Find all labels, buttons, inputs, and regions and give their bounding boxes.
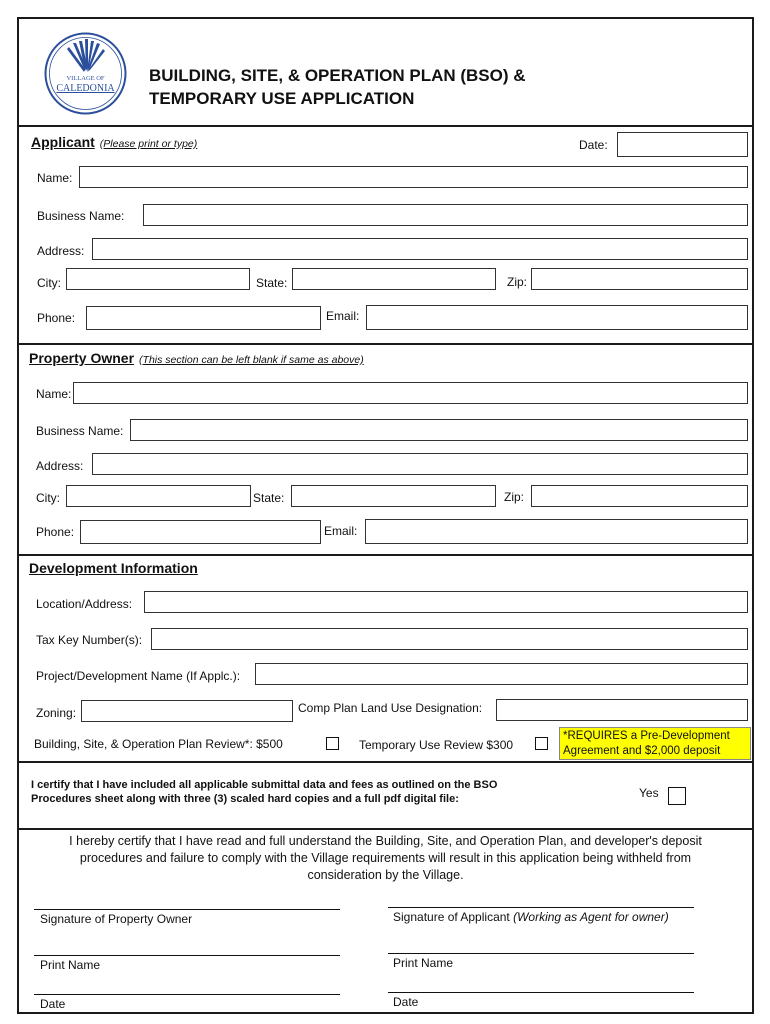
comp-plan-field[interactable] — [496, 699, 748, 721]
deposit-note-line2: Agreement and $2,000 deposit — [563, 745, 721, 757]
applicant-state-field[interactable] — [292, 268, 496, 290]
applicant-email-label: Email: — [326, 309, 360, 323]
certify-text-line2: Procedures sheet along with three (3) scaled hard copies and a full pdf digital file: — [31, 793, 459, 805]
owner-address-field[interactable] — [92, 453, 748, 475]
applicant-print-name-label: Print Name — [393, 956, 454, 970]
comp-plan-label: Comp Plan Land Use Designation: — [298, 701, 483, 715]
owner-zip-label: Zip: — [504, 490, 525, 504]
applicant-name-label: Name: — [37, 171, 73, 185]
project-name-label: Project/Development Name (If Applc.): — [36, 669, 241, 683]
project-name-field[interactable] — [255, 663, 748, 685]
applicant-phone-field[interactable] — [86, 306, 321, 330]
applicant-date-line[interactable] — [388, 992, 694, 993]
owner-state-field[interactable] — [291, 485, 496, 507]
owner-email-label: Email: — [324, 524, 358, 538]
applicant-date-label: Date: — [579, 138, 608, 152]
applicant-note: (Please print or type) — [99, 138, 198, 150]
divider — [19, 125, 752, 127]
applicant-zip-label: Zip: — [507, 275, 528, 289]
tax-key-label: Tax Key Number(s): — [36, 633, 143, 647]
owner-date-label: Date — [40, 997, 66, 1011]
certify-yes-checkbox[interactable] — [668, 787, 686, 805]
applicant-city-field[interactable] — [66, 268, 250, 290]
village-logo — [43, 31, 128, 116]
divider — [19, 761, 752, 763]
owner-business-label: Business Name: — [36, 424, 124, 438]
owner-date-line[interactable] — [34, 994, 340, 995]
temporary-use-label: Temporary Use Review $300 — [359, 738, 514, 752]
owner-phone-label: Phone: — [36, 525, 75, 539]
statement-line3: consideration by the Village. — [307, 868, 464, 882]
logo-caledonia: CALEDONIA — [56, 83, 115, 94]
applicant-section-title: Applicant (Please print or type) — [31, 134, 198, 150]
divider — [19, 343, 752, 345]
applicant-business-label: Business Name: — [37, 209, 125, 223]
applicant-date-label: Date — [393, 995, 419, 1009]
applicant-business-field[interactable] — [143, 204, 748, 226]
owner-signature-label: Signature of Property Owner — [40, 912, 193, 926]
tax-key-field[interactable] — [151, 628, 748, 650]
owner-business-field[interactable] — [130, 419, 748, 441]
development-section-title: Development Information — [29, 560, 198, 576]
owner-signature-line[interactable] — [34, 909, 340, 910]
applicant-email-field[interactable] — [366, 305, 748, 330]
location-address-label: Location/Address: — [36, 597, 133, 611]
owner-print-name-label: Print Name — [40, 958, 101, 972]
statement-line2: procedures and failure to comply with the Village requirements will result in this application being withheld from — [79, 851, 692, 865]
owner-phone-field[interactable] — [80, 520, 321, 544]
divider — [19, 554, 752, 556]
zoning-field[interactable] — [81, 700, 293, 722]
applicant-name-field[interactable] — [79, 166, 748, 188]
applicant-zip-field[interactable] — [531, 268, 748, 290]
certification-statement — [19, 833, 752, 884]
divider — [19, 828, 752, 830]
zoning-label: Zoning: — [36, 706, 77, 720]
form-title-line2: TEMPORARY USE APPLICATION — [149, 89, 415, 108]
owner-name-field[interactable] — [73, 382, 748, 404]
owner-zip-field[interactable] — [531, 485, 748, 507]
owner-city-label: City: — [36, 491, 60, 505]
deposit-note-line1: *REQUIRES a Pre-Development — [563, 730, 730, 742]
form-title-line1: BUILDING, SITE, & OPERATION PLAN (BSO) & — [149, 66, 526, 85]
applicant-phone-label: Phone: — [37, 311, 76, 325]
owner-email-field[interactable] — [365, 519, 748, 544]
bso-review-label: Building, Site, & Operation Plan Review*: $500 — [34, 737, 283, 751]
applicant-signature-line[interactable] — [388, 907, 694, 908]
temporary-use-checkbox[interactable] — [535, 737, 548, 750]
applicant-signature-label: Signature of Applicant (Working as Agent for owner) — [393, 910, 669, 924]
owner-city-field[interactable] — [66, 485, 251, 507]
applicant-state-label: State: — [256, 276, 288, 290]
applicant-signature-note: (Working as Agent for owner) — [513, 910, 669, 924]
logo-village-of: VILLAGE OF — [66, 75, 105, 82]
applicant-date-field[interactable] — [617, 132, 748, 157]
certify-text-line1: I certify that I have included all applicable submittal data and fees as outlined on the BSO — [31, 779, 498, 791]
statement-line1: I hereby certify that I have read and full understand the Building, Site, and Operation Plan, and developer's deposit — [69, 834, 702, 848]
owner-note: (This section can be left blank if same as above) — [139, 354, 364, 366]
owner-address-label: Address: — [36, 459, 84, 473]
deposit-requirement-note — [559, 727, 751, 760]
applicant-address-field[interactable] — [92, 238, 748, 260]
owner-section-title: Property Owner (This section can be left blank if same as above) — [29, 350, 364, 366]
location-address-field[interactable] — [144, 591, 748, 613]
applicant-city-label: City: — [37, 276, 61, 290]
applicant-address-label: Address: — [37, 244, 85, 258]
bso-review-checkbox[interactable] — [326, 737, 339, 750]
owner-state-label: State: — [253, 491, 285, 505]
certify-yes-label: Yes — [639, 786, 659, 800]
owner-name-label: Name: — [36, 387, 72, 401]
application-form — [17, 17, 754, 1014]
owner-print-name-line[interactable] — [34, 955, 340, 956]
applicant-print-name-line[interactable] — [388, 953, 694, 954]
